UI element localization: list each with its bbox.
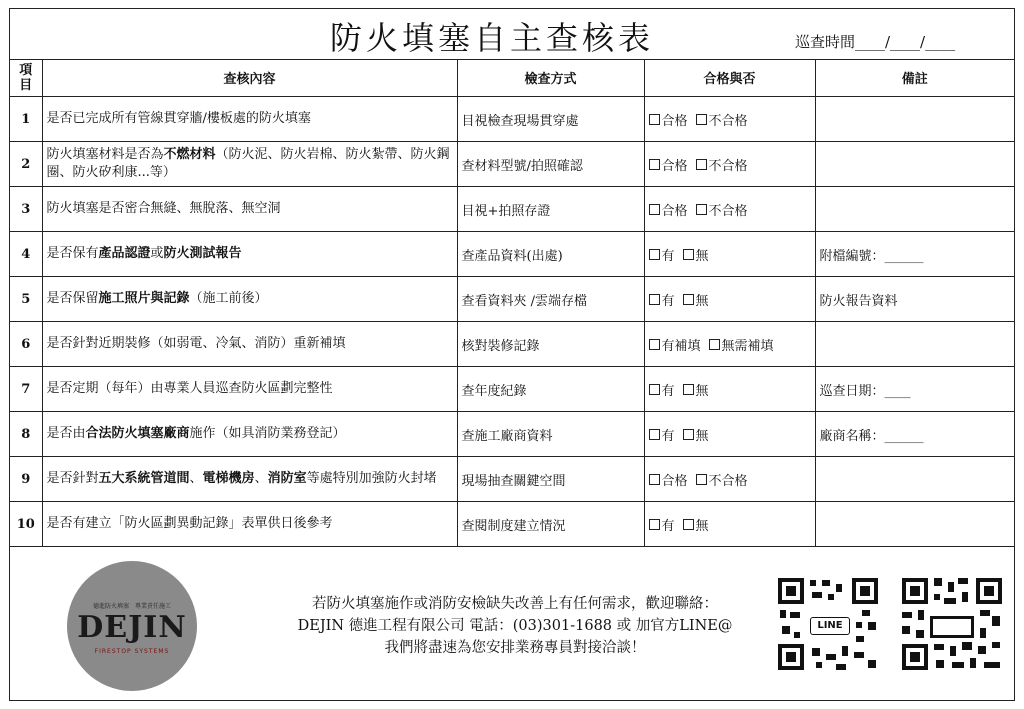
result-option[interactable] (649, 519, 675, 534)
checkbox-icon[interactable] (649, 519, 660, 530)
result-option[interactable] (649, 429, 675, 444)
note-cell: 防火報告資料 (815, 277, 1014, 322)
result-options (644, 232, 815, 277)
option-label: 有 (661, 428, 675, 444)
option-label: 無 (695, 248, 709, 264)
checkbox-icon[interactable] (649, 384, 660, 395)
result-option[interactable] (649, 384, 675, 399)
note-cell: 附檔編號：______ (815, 232, 1014, 277)
row-number: 7 (10, 367, 42, 412)
contact-line-2: DEJIN 德進工程有限公司 電話：(03)301-1688 或 加官方LINE@ (297, 618, 733, 634)
checkbox-icon[interactable] (683, 519, 694, 530)
header-result: 合格與否 (644, 59, 815, 97)
check-method: 查產品資料(出處) (457, 232, 644, 277)
note-cell (815, 457, 1014, 502)
checkbox-icon[interactable] (683, 249, 694, 260)
title-row (10, 9, 1014, 60)
result-option[interactable] (696, 114, 748, 129)
form-title: 防火填塞自主查核表 (330, 19, 655, 57)
table-row (10, 412, 1014, 457)
logo-subtitle: FIRESTOP SYSTEMS (94, 648, 170, 655)
check-item-content: 是否針對五大系統管道間、電梯機房、消防室等處特別加強防火封堵 (42, 457, 457, 502)
note-cell (815, 187, 1014, 232)
logo-tagline: 德進防火填塞 專業責任施工 (92, 603, 171, 610)
option-label: 無需補填 (721, 338, 774, 354)
check-method: 現場抽查關鍵空間 (457, 457, 644, 502)
website-qr-code[interactable] (900, 576, 1004, 672)
row-number: 1 (10, 97, 42, 142)
check-item-content: 是否由合法防火填塞廠商施作（如具消防業務登記） (42, 412, 457, 457)
result-options (644, 367, 815, 412)
check-method: 目視檢查現場貫穿處 (457, 97, 644, 142)
check-method: 查看資料夾 /雲端存檔 (457, 277, 644, 322)
row-number: 5 (10, 277, 42, 322)
header-content: 查核內容 (42, 59, 457, 97)
result-option[interactable] (696, 474, 748, 489)
result-option[interactable] (683, 294, 709, 309)
result-option[interactable] (709, 339, 774, 354)
checkbox-icon[interactable] (696, 114, 707, 125)
audit-table (10, 59, 1014, 547)
option-label: 合格 (661, 158, 688, 174)
result-options (644, 502, 815, 547)
result-option[interactable] (683, 249, 709, 264)
result-options (644, 412, 815, 457)
option-label: 有 (661, 248, 675, 264)
note-cell: 廠商名稱：______ (815, 412, 1014, 457)
check-item-content: 防火填塞是否密合無縫、無脫落、無空洞 (42, 187, 457, 232)
footer (10, 549, 1014, 700)
option-label: 不合格 (708, 158, 748, 174)
check-item-content: 是否有建立「防火區劃異動記錄」表單供日後參考 (42, 502, 457, 547)
website-qr-pattern (900, 576, 1004, 672)
table-header-row (10, 59, 1014, 97)
checkbox-icon[interactable] (683, 429, 694, 440)
note-cell (815, 502, 1014, 547)
logo-brand: DEJIN (77, 610, 187, 645)
result-options (644, 142, 815, 187)
checkbox-icon[interactable] (649, 339, 660, 350)
check-method: 查年度紀錄 (457, 367, 644, 412)
note-cell (815, 322, 1014, 367)
table-row (10, 187, 1014, 232)
result-option[interactable] (683, 519, 709, 534)
check-method: 查閱制度建立情況 (457, 502, 644, 547)
result-option[interactable] (649, 159, 688, 174)
checkbox-icon[interactable] (696, 159, 707, 170)
line-label: LINE (810, 617, 850, 635)
check-method: 查材料型號/拍照確認 (457, 142, 644, 187)
patrol-time-field: 巡查時間____/____/____ (795, 33, 956, 51)
option-label: 不合格 (708, 113, 748, 129)
result-option[interactable] (649, 249, 675, 264)
option-label: 無 (695, 293, 709, 309)
result-option[interactable] (649, 114, 688, 129)
option-label: 有 (661, 518, 675, 534)
table-row (10, 142, 1014, 187)
option-label: 不合格 (708, 203, 748, 219)
note-cell (815, 142, 1014, 187)
contact-line-1: 若防火填塞施作或消防安檢缺失改善上有任何需求，歡迎聯絡： (312, 596, 718, 612)
table-body (10, 97, 1014, 547)
table-row (10, 277, 1014, 322)
table-row (10, 97, 1014, 142)
checkbox-icon[interactable] (649, 114, 660, 125)
row-number: 10 (10, 502, 42, 547)
row-number: 8 (10, 412, 42, 457)
option-label: 不合格 (708, 473, 748, 489)
result-options (644, 457, 815, 502)
checkbox-icon[interactable] (683, 294, 694, 305)
row-number: 6 (10, 322, 42, 367)
option-label: 有 (661, 383, 675, 399)
option-label: 無 (695, 383, 709, 399)
contact-line-3: 我們將盡速為您安排業務專員對接洽談！ (384, 640, 646, 656)
result-option[interactable] (649, 339, 701, 354)
contact-info (255, 593, 775, 659)
table-row (10, 502, 1014, 547)
row-number: 2 (10, 142, 42, 187)
option-label: 無 (695, 428, 709, 444)
check-item-content: 是否保有產品認證或防火測試報告 (42, 232, 457, 277)
result-options (644, 97, 815, 142)
header-no: 項目 (10, 59, 42, 97)
row-number: 4 (10, 232, 42, 277)
checkbox-icon[interactable] (696, 204, 707, 215)
result-option[interactable] (696, 204, 748, 219)
checkbox-icon[interactable] (709, 339, 720, 350)
check-item-content: 是否保留施工照片與記錄（施工前後） (42, 277, 457, 322)
check-method: 核對裝修記錄 (457, 322, 644, 367)
option-label: 合格 (661, 113, 688, 129)
table-row (10, 457, 1014, 502)
result-option[interactable] (649, 294, 675, 309)
line-qr-code[interactable] (776, 576, 880, 672)
result-option[interactable] (696, 159, 748, 174)
check-item-content: 是否針對近期裝修（如弱電、冷氣、消防）重新補填 (42, 322, 457, 367)
check-item-content: 是否定期（每年）由專業人員巡查防火區劃完整性 (42, 367, 457, 412)
table-row (10, 322, 1014, 367)
result-option[interactable] (649, 204, 688, 219)
row-number: 3 (10, 187, 42, 232)
checkbox-icon[interactable] (649, 474, 660, 485)
checkbox-icon[interactable] (696, 474, 707, 485)
dejin-logo (67, 561, 197, 691)
header-method: 檢查方式 (457, 59, 644, 97)
option-label: 有 (661, 293, 675, 309)
result-option[interactable] (683, 384, 709, 399)
result-option[interactable] (683, 429, 709, 444)
option-label: 有補填 (661, 338, 701, 354)
row-number: 9 (10, 457, 42, 502)
option-label: 合格 (661, 203, 688, 219)
checkbox-icon[interactable] (649, 294, 660, 305)
result-option[interactable] (649, 474, 688, 489)
note-cell: 巡查日期：____ (815, 367, 1014, 412)
check-item-content: 防火填塞材料是否為不燃材料（防火泥、防火岩棉、防火紮帶、防火鋼圈、防火矽利康...等） (42, 142, 457, 187)
audit-form (9, 8, 1015, 701)
result-options (644, 277, 815, 322)
option-label: 合格 (661, 473, 688, 489)
table-row (10, 232, 1014, 277)
checkbox-icon[interactable] (649, 159, 660, 170)
header-note: 備註 (815, 59, 1014, 97)
check-method: 目視+拍照存證 (457, 187, 644, 232)
checkbox-icon[interactable] (683, 384, 694, 395)
checkbox-icon[interactable] (649, 204, 660, 215)
result-options (644, 187, 815, 232)
table-row (10, 367, 1014, 412)
option-label: 無 (695, 518, 709, 534)
checkbox-icon[interactable] (649, 249, 660, 260)
note-cell (815, 97, 1014, 142)
result-options (644, 322, 815, 367)
check-method: 查施工廠商資料 (457, 412, 644, 457)
checkbox-icon[interactable] (649, 429, 660, 440)
check-item-content: 是否已完成所有管線貫穿牆/樓板處的防火填塞 (42, 97, 457, 142)
